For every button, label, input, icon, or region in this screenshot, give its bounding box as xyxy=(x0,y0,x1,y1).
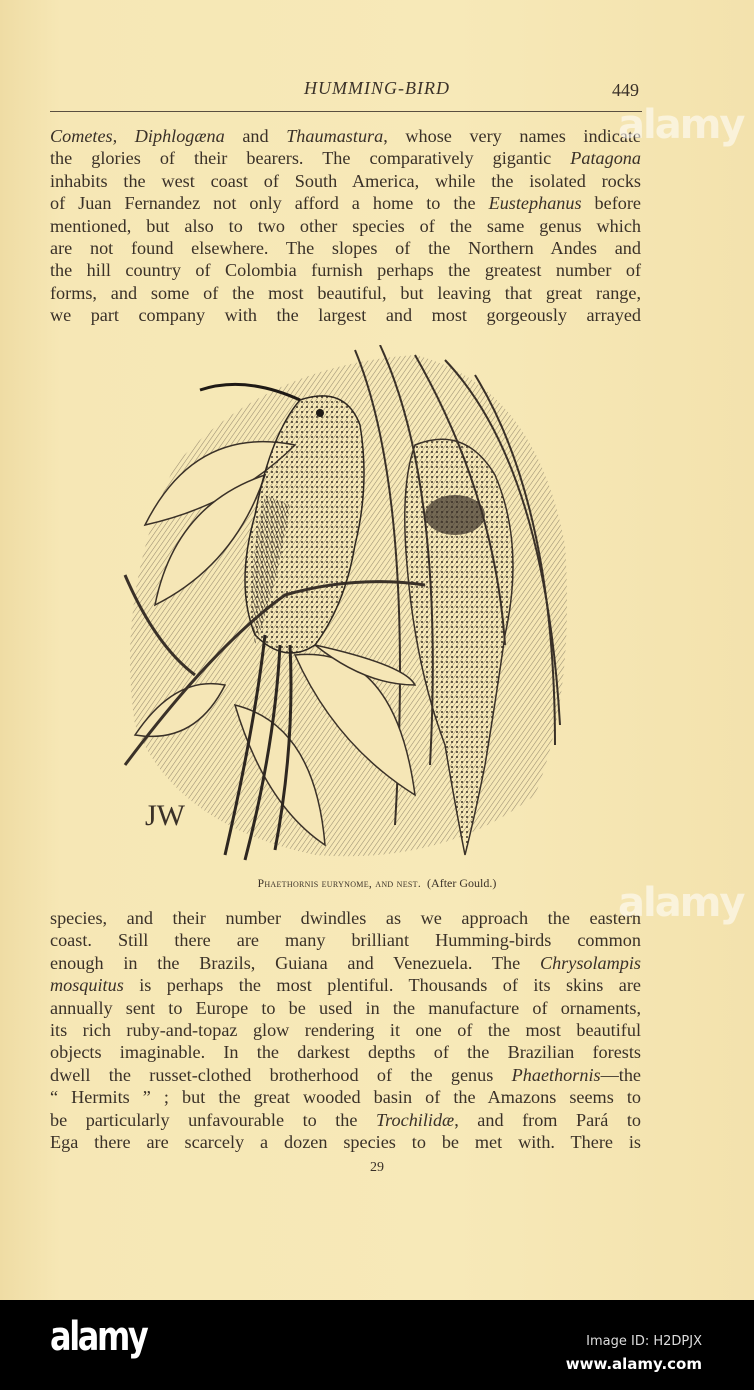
text-line xyxy=(50,170,641,192)
italic-term: mosquitus xyxy=(50,975,124,996)
text-line xyxy=(50,1064,641,1086)
text-run: enough in the Brazils, Guiana and Venezuela. The xyxy=(50,952,540,973)
italic-term: Thaumastura xyxy=(286,126,384,146)
paragraph-bottom xyxy=(50,907,641,1153)
italic-term: Eustephanus xyxy=(488,193,582,214)
italic-term: Phaethornis xyxy=(511,1064,601,1085)
caption-species: Phaethornis eurynome, and nest. xyxy=(257,878,422,890)
text-line xyxy=(50,974,641,996)
alamy-logo: alamy xyxy=(50,1314,147,1360)
text-line xyxy=(50,1131,641,1153)
text-line xyxy=(50,147,641,169)
text-run: , whose very names indicate xyxy=(383,126,641,146)
italic-term: Chrysolampis xyxy=(539,952,641,973)
text-run: and xyxy=(224,126,287,146)
text-line xyxy=(50,304,641,326)
text-line xyxy=(50,192,641,214)
text-line xyxy=(50,237,641,259)
text-run: its rich ruby-and-topaz glow rendering it one of the most beautiful xyxy=(50,1019,641,1040)
text-line xyxy=(50,929,641,951)
watermark-logo: alamy xyxy=(618,880,744,926)
header-rule xyxy=(50,111,642,112)
text-line xyxy=(50,282,641,304)
artist-monogram: JW xyxy=(145,799,185,832)
text-line xyxy=(50,215,641,237)
text-line xyxy=(50,952,641,974)
text-line xyxy=(50,125,641,147)
text-run: of Juan Fernandez not only afford a home to the xyxy=(50,193,489,214)
text-line xyxy=(50,259,641,281)
text-line xyxy=(50,1019,641,1041)
page-number: 449 xyxy=(612,80,639,100)
text-run: Ega there are scarcely a dozen species to be met with. There is xyxy=(50,1131,641,1152)
watermark-logo: alamy xyxy=(618,102,744,148)
text-run: the glories of their bearers. The comparatively gigantic xyxy=(50,148,571,169)
text-run: —the xyxy=(600,1064,641,1085)
paragraph-top xyxy=(50,125,641,327)
text-line xyxy=(50,1041,641,1063)
text-run: we part company with the largest and most gorgeously arrayed xyxy=(50,305,641,326)
site-url: www.alamy.com xyxy=(565,1355,702,1373)
text-run: , and from Pará to xyxy=(454,1109,642,1130)
text-run: coast. Still there are many brilliant Humming-birds common xyxy=(50,930,641,951)
text-run: before xyxy=(581,193,641,214)
italic-term: Cometes, Diphlogæna xyxy=(50,126,225,146)
text-run: is perhaps the most plentiful. Thousands of its skins are xyxy=(123,975,641,996)
signature-mark: 29 xyxy=(370,1160,384,1175)
image-id: Image ID: H2DPJX xyxy=(586,1334,702,1349)
text-run: the hill country of Colombia furnish perhaps the greatest number of xyxy=(50,260,641,281)
text-run: species, and their number dwindles as we approach the eastern xyxy=(50,908,641,928)
italic-term: Trochilidæ xyxy=(376,1109,455,1130)
text-line xyxy=(50,907,641,929)
italic-term: Patagona xyxy=(570,148,641,169)
caption-credit: (After Gould.) xyxy=(427,876,497,890)
text-run: are not found elsewhere. The slopes of the Northern Andes and xyxy=(50,237,641,258)
text-run: inhabits the west coast of South America, while the isolated rocks xyxy=(50,170,641,191)
text-line xyxy=(50,997,641,1019)
watermark-bar xyxy=(0,1300,754,1390)
text-line xyxy=(50,1109,641,1131)
text-run: be particularly unfavourable to the xyxy=(50,1109,377,1130)
text-run: annually sent to Europe to be used in the manufacture of ornaments, xyxy=(50,997,641,1018)
text-run: “ Hermits ” ; but the great wooded basin of the Amazons seems to xyxy=(50,1087,641,1108)
running-head: HUMMING-BIRD xyxy=(304,78,450,98)
text-line xyxy=(50,1086,641,1108)
text-run: objects imaginable. In the darkest depths of the Brazilian forests xyxy=(50,1042,641,1063)
hummingbird-nest-illustration xyxy=(115,345,575,870)
text-run: forms, and some of the most beautiful, but leaving that great range, xyxy=(50,282,641,303)
text-run: mentioned, but also to two other species of the same genus which xyxy=(50,215,641,236)
text-run: dwell the russet-clothed brotherhood of the genus xyxy=(50,1064,512,1085)
